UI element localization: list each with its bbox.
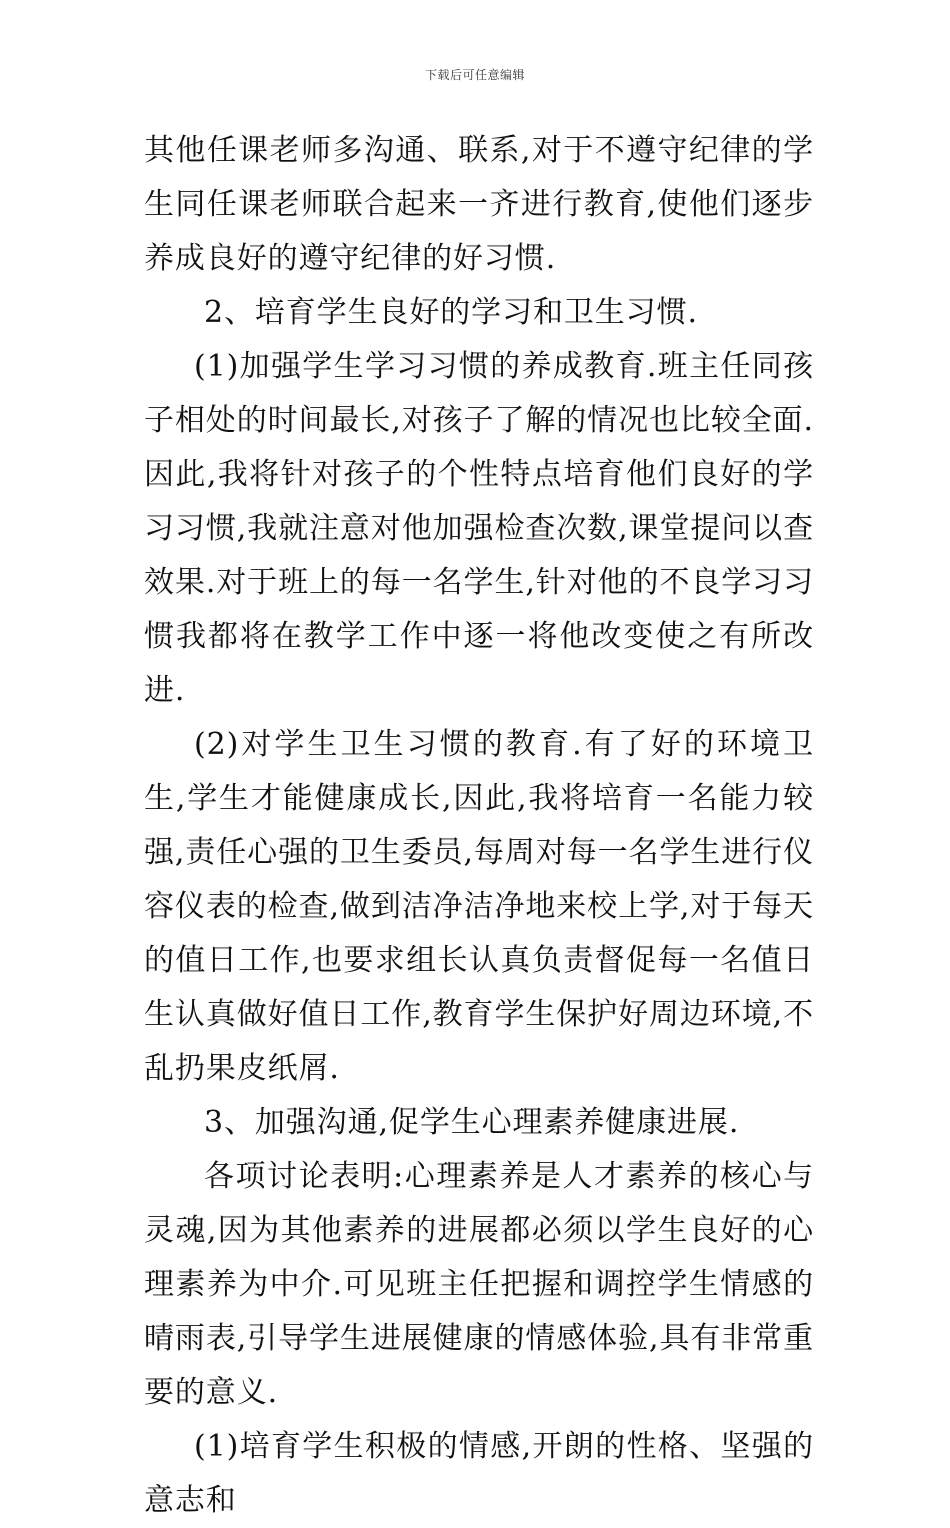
section-heading-3: 3、加强沟通,促学生心理素养健康进展. — [204, 1105, 740, 1140]
paragraph-psychology: 各项讨论表明:心理素养是人才素养的核心与灵魂,因为其他素养的进展都必须以学生良好的心理素养为中介.可见班主任把握和调控学生情感的晴雨表,引导学生进展健康的情感体验,具有非常重要的意义. — [144, 1159, 814, 1410]
paragraph-continuation: 其他任课老师多沟通、联系,对于不遵守纪律的学生同任课老师联合起来一齐进行教育,使他们逐步养成良好的遵守纪律的好习惯. — [144, 133, 814, 276]
page-header: 下载后可任意编辑 — [424, 68, 525, 82]
document-body — [144, 124, 814, 1528]
paragraph-hygiene-habits: (2)对学生卫生习惯的教育.有了好的环境卫生,学生才能健康成长,因此,我将培育一名能力较强,责任心强的卫生委员,每周对每一名学生进行仪容仪表的检查,做到洁净洁净地来校上学,对于每天的值日工作,也要求组长认真负责督促每一名值日生认真做好值日工作,教育学生保护好周边环境,不乱扔果皮纸屑. — [144, 727, 814, 1086]
paragraph-positive-emotion: (1)培育学生积极的情感,开朗的性格、坚强的意志和 — [144, 1429, 814, 1518]
paragraph-study-habits: (1)加强学生学习习惯的养成教育.班主任同孩子相处的时间最长,对孩子了解的情况也比较全面.因此,我将针对孩子的个性特点培育他们良好的学习习惯,我就注意对他加强检查次数,课堂提问以查效果.对于班上的每一名学生,针对他的不良学习习惯我都将在教学工作中逐一将他改变使之有所改进. — [144, 349, 814, 708]
section-heading-2: 2、培育学生良好的学习和卫生习惯. — [204, 295, 698, 330]
